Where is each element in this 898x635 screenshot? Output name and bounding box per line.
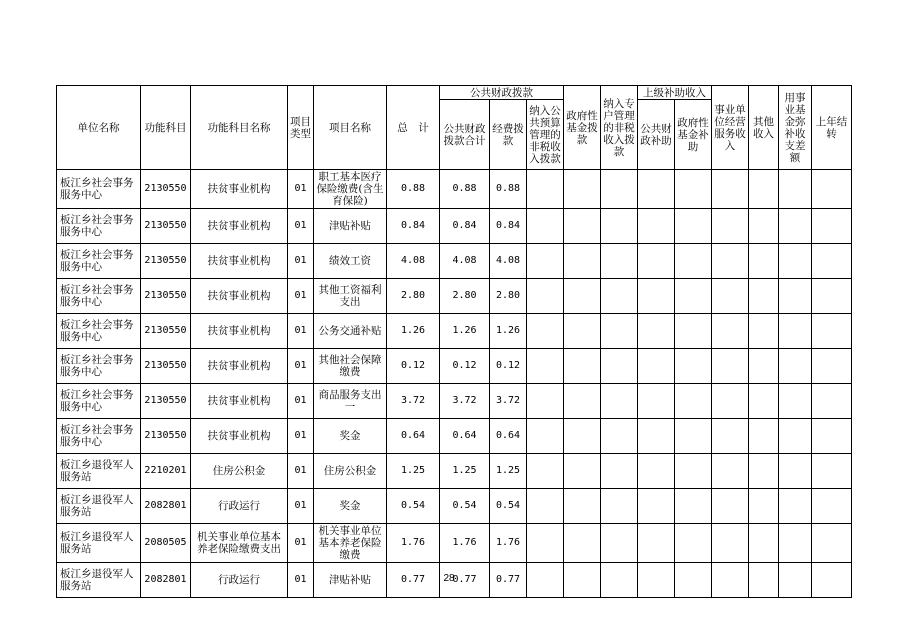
cell-pf-total: 1.26 [440, 314, 490, 349]
cell-empty [601, 419, 638, 454]
cell-func: 行政运行 [191, 489, 288, 524]
table-row [57, 454, 852, 489]
cell-type: 01 [288, 384, 314, 419]
cell-empty [527, 419, 564, 454]
cell-type: 01 [288, 170, 314, 209]
cell-unit: 板江乡退役军人服务站 [57, 524, 141, 563]
cell-total: 0.54 [387, 489, 440, 524]
cell-empty [749, 489, 779, 524]
cell-empty [527, 454, 564, 489]
cell-total: 4.08 [387, 244, 440, 279]
cell-pf-total: 1.25 [440, 454, 490, 489]
cell-pf-expense: 0.77 [490, 563, 527, 598]
cell-type: 01 [288, 349, 314, 384]
cell-empty [527, 314, 564, 349]
cell-total: 1.76 [387, 524, 440, 563]
cell-empty [564, 419, 601, 454]
cell-pf-expense: 3.72 [490, 384, 527, 419]
cell-empty [638, 489, 675, 524]
cell-empty [675, 349, 712, 384]
cell-empty [779, 384, 812, 419]
cell-unit: 板江乡退役军人服务站 [57, 454, 141, 489]
cell-pf-expense: 4.08 [490, 244, 527, 279]
table-row [57, 524, 852, 563]
cell-code: 2080505 [141, 524, 191, 563]
cell-empty [564, 524, 601, 563]
cell-empty [527, 489, 564, 524]
header-pf-total: 公共财政拨款合计 [440, 100, 490, 170]
cell-empty [527, 524, 564, 563]
cell-empty [712, 419, 749, 454]
table-row [57, 314, 852, 349]
cell-type: 01 [288, 314, 314, 349]
cell-unit: 板江乡退役军人服务站 [57, 489, 141, 524]
cell-type: 01 [288, 524, 314, 563]
cell-pf-expense: 0.12 [490, 349, 527, 384]
cell-empty [601, 314, 638, 349]
cell-empty [527, 244, 564, 279]
cell-total: 0.88 [387, 170, 440, 209]
cell-empty [812, 314, 852, 349]
cell-item: 津贴补贴 [314, 209, 387, 244]
cell-total: 0.77 [387, 563, 440, 598]
cell-empty [749, 349, 779, 384]
cell-total: 2.80 [387, 279, 440, 314]
cell-empty [564, 244, 601, 279]
header-func-name: 功能科目名称 [191, 86, 288, 170]
cell-empty [675, 209, 712, 244]
cell-empty [527, 384, 564, 419]
cell-empty [779, 209, 812, 244]
cell-empty [638, 314, 675, 349]
cell-empty [749, 209, 779, 244]
cell-empty [564, 314, 601, 349]
header-business-income: 事业单位经营服务收入 [712, 86, 749, 170]
cell-pf-expense: 2.80 [490, 279, 527, 314]
cell-empty [712, 524, 749, 563]
cell-code: 2130550 [141, 244, 191, 279]
cell-func: 扶贫事业机构 [191, 279, 288, 314]
cell-empty [601, 489, 638, 524]
cell-func: 机关事业单位基本养老保险缴费支出 [191, 524, 288, 563]
header-item-name: 项目名称 [314, 86, 387, 170]
cell-func: 扶贫事业机构 [191, 209, 288, 244]
cell-unit: 板江乡社会事务服务中心 [57, 209, 141, 244]
cell-empty [749, 244, 779, 279]
cell-code: 2130550 [141, 419, 191, 454]
cell-code: 2130550 [141, 384, 191, 419]
cell-empty [812, 279, 852, 314]
cell-empty [712, 170, 749, 209]
cell-empty [638, 244, 675, 279]
table-body [57, 170, 852, 598]
cell-item: 机关事业单位基本养老保险缴费 [314, 524, 387, 563]
table-row [57, 209, 852, 244]
cell-func: 扶贫事业机构 [191, 314, 288, 349]
cell-total: 0.64 [387, 419, 440, 454]
cell-empty [675, 384, 712, 419]
cell-item: 其他社会保障缴费 [314, 349, 387, 384]
cell-total: 1.26 [387, 314, 440, 349]
cell-pf-total: 2.80 [440, 279, 490, 314]
cell-empty [638, 384, 675, 419]
cell-pf-total: 0.54 [440, 489, 490, 524]
cell-empty [638, 454, 675, 489]
cell-empty [779, 489, 812, 524]
cell-type: 01 [288, 419, 314, 454]
header-sup-gov-fund: 政府性基金补助 [675, 100, 712, 170]
cell-empty [712, 209, 749, 244]
cell-empty [812, 209, 852, 244]
cell-unit: 板江乡社会事务服务中心 [57, 349, 141, 384]
cell-empty [779, 244, 812, 279]
cell-empty [601, 279, 638, 314]
cell-func: 扶贫事业机构 [191, 349, 288, 384]
cell-pf-total: 0.12 [440, 349, 490, 384]
cell-empty [749, 454, 779, 489]
header-gov-fund: 政府性基金拨款 [564, 86, 601, 170]
cell-empty [527, 279, 564, 314]
cell-unit: 板江乡社会事务服务中心 [57, 384, 141, 419]
cell-item: 绩效工资 [314, 244, 387, 279]
cell-empty [712, 244, 749, 279]
cell-type: 01 [288, 279, 314, 314]
cell-empty [675, 314, 712, 349]
table-row [57, 244, 852, 279]
cell-empty [638, 170, 675, 209]
header-unit-name: 单位名称 [57, 86, 141, 170]
table-row [57, 279, 852, 314]
cell-total: 3.72 [387, 384, 440, 419]
header-item-type: 项目类型 [288, 86, 314, 170]
cell-empty [812, 524, 852, 563]
cell-unit: 板江乡社会事务服务中心 [57, 419, 141, 454]
cell-func: 扶贫事业机构 [191, 170, 288, 209]
cell-empty [812, 349, 852, 384]
cell-code: 2130550 [141, 349, 191, 384]
cell-empty [564, 279, 601, 314]
header-sup-public: 公共财政补助 [638, 100, 675, 170]
header-total: 总 计 [387, 86, 440, 170]
cell-empty [601, 349, 638, 384]
cell-empty [601, 209, 638, 244]
cell-empty [712, 454, 749, 489]
cell-empty [749, 384, 779, 419]
cell-empty [749, 419, 779, 454]
cell-empty [564, 384, 601, 419]
cell-empty [779, 524, 812, 563]
cell-total: 0.84 [387, 209, 440, 244]
cell-func: 行政运行 [191, 563, 288, 598]
cell-empty [601, 524, 638, 563]
cell-empty [749, 170, 779, 209]
cell-empty [675, 419, 712, 454]
cell-item: 公务交通补贴 [314, 314, 387, 349]
header-fund-balance: 用事业基金弥补收支差额 [779, 86, 812, 170]
cell-empty [749, 524, 779, 563]
cell-pf-expense: 0.54 [490, 489, 527, 524]
cell-code: 2130550 [141, 170, 191, 209]
cell-empty [812, 454, 852, 489]
cell-item: 奖金 [314, 489, 387, 524]
cell-empty [779, 454, 812, 489]
table-row [57, 349, 852, 384]
cell-total: 0.12 [387, 349, 440, 384]
cell-code: 2130550 [141, 314, 191, 349]
header-superior-group: 上级补助收入 [638, 86, 712, 100]
budget-table [56, 85, 852, 598]
cell-code: 2210201 [141, 454, 191, 489]
cell-empty [712, 349, 749, 384]
cell-func: 住房公积金 [191, 454, 288, 489]
cell-empty [779, 314, 812, 349]
cell-item: 职工基本医疗保险缴费(含生育保险) [314, 170, 387, 209]
cell-pf-total: 0.64 [440, 419, 490, 454]
cell-empty [779, 419, 812, 454]
cell-type: 01 [288, 563, 314, 598]
table-row [57, 419, 852, 454]
table-header [57, 86, 852, 170]
cell-item: 其他工资福利支出 [314, 279, 387, 314]
cell-code: 2130550 [141, 279, 191, 314]
cell-empty [564, 209, 601, 244]
cell-type: 01 [288, 489, 314, 524]
cell-empty [527, 170, 564, 209]
cell-pf-expense: 0.88 [490, 170, 527, 209]
cell-pf-total: 4.08 [440, 244, 490, 279]
cell-empty [779, 170, 812, 209]
header-last-year: 上年结转 [812, 86, 852, 170]
cell-item: 津贴补贴 [314, 563, 387, 598]
cell-empty [638, 209, 675, 244]
cell-func: 扶贫事业机构 [191, 419, 288, 454]
cell-empty [601, 244, 638, 279]
cell-empty [712, 279, 749, 314]
cell-pf-total: 3.72 [440, 384, 490, 419]
header-public-fiscal-group: 公共财政拨款 [440, 86, 564, 100]
cell-empty [712, 489, 749, 524]
cell-empty [675, 489, 712, 524]
cell-empty [779, 349, 812, 384]
cell-empty [779, 279, 812, 314]
cell-unit: 板江乡退役军人服务站 [57, 563, 141, 598]
cell-code: 2082801 [141, 489, 191, 524]
cell-pf-total: 1.76 [440, 524, 490, 563]
cell-unit: 板江乡社会事务服务中心 [57, 279, 141, 314]
cell-item: 商品服务支出一 [314, 384, 387, 419]
cell-empty [675, 170, 712, 209]
cell-pf-total: 0.84 [440, 209, 490, 244]
cell-pf-expense: 1.25 [490, 454, 527, 489]
cell-empty [712, 384, 749, 419]
cell-empty [638, 524, 675, 563]
cell-empty [812, 384, 852, 419]
header-pf-nontax: 纳入公共预算管理的非税收入拨款 [527, 100, 564, 170]
cell-empty [564, 454, 601, 489]
table-row [57, 170, 852, 209]
cell-code: 2082801 [141, 563, 191, 598]
cell-empty [564, 170, 601, 209]
cell-empty [675, 454, 712, 489]
cell-unit: 板江乡社会事务服务中心 [57, 314, 141, 349]
cell-empty [638, 349, 675, 384]
cell-item: 住房公积金 [314, 454, 387, 489]
cell-empty [812, 489, 852, 524]
cell-unit: 板江乡社会事务服务中心 [57, 244, 141, 279]
cell-empty [749, 279, 779, 314]
cell-pf-total: 0.77 [440, 563, 490, 598]
header-func-code: 功能科目 [141, 86, 191, 170]
cell-pf-expense: 0.84 [490, 209, 527, 244]
cell-empty [601, 454, 638, 489]
cell-type: 01 [288, 244, 314, 279]
cell-empty [675, 244, 712, 279]
cell-func: 扶贫事业机构 [191, 244, 288, 279]
cell-empty [712, 314, 749, 349]
cell-pf-total: 0.88 [440, 170, 490, 209]
cell-empty [812, 419, 852, 454]
cell-empty [675, 524, 712, 563]
cell-empty [749, 314, 779, 349]
table-row [57, 489, 852, 524]
header-other-income: 其他收入 [749, 86, 779, 170]
table-row [57, 384, 852, 419]
cell-pf-expense: 1.76 [490, 524, 527, 563]
cell-empty [564, 489, 601, 524]
cell-empty [527, 349, 564, 384]
cell-empty [812, 170, 852, 209]
header-special-nontax: 纳入专户管理的非税收入拨款 [601, 86, 638, 170]
cell-type: 01 [288, 454, 314, 489]
cell-empty [601, 384, 638, 419]
cell-item: 奖金 [314, 419, 387, 454]
cell-empty [564, 349, 601, 384]
cell-empty [638, 279, 675, 314]
cell-unit: 板江乡社会事务服务中心 [57, 170, 141, 209]
cell-func: 扶贫事业机构 [191, 384, 288, 419]
header-pf-expense: 经费拨款 [490, 100, 527, 170]
page-number: 28 [443, 573, 455, 584]
cell-code: 2130550 [141, 209, 191, 244]
cell-empty [812, 244, 852, 279]
cell-pf-expense: 0.64 [490, 419, 527, 454]
cell-type: 01 [288, 209, 314, 244]
cell-empty [527, 209, 564, 244]
cell-total: 1.25 [387, 454, 440, 489]
cell-empty [675, 279, 712, 314]
cell-empty [638, 419, 675, 454]
cell-empty [601, 170, 638, 209]
cell-pf-expense: 1.26 [490, 314, 527, 349]
